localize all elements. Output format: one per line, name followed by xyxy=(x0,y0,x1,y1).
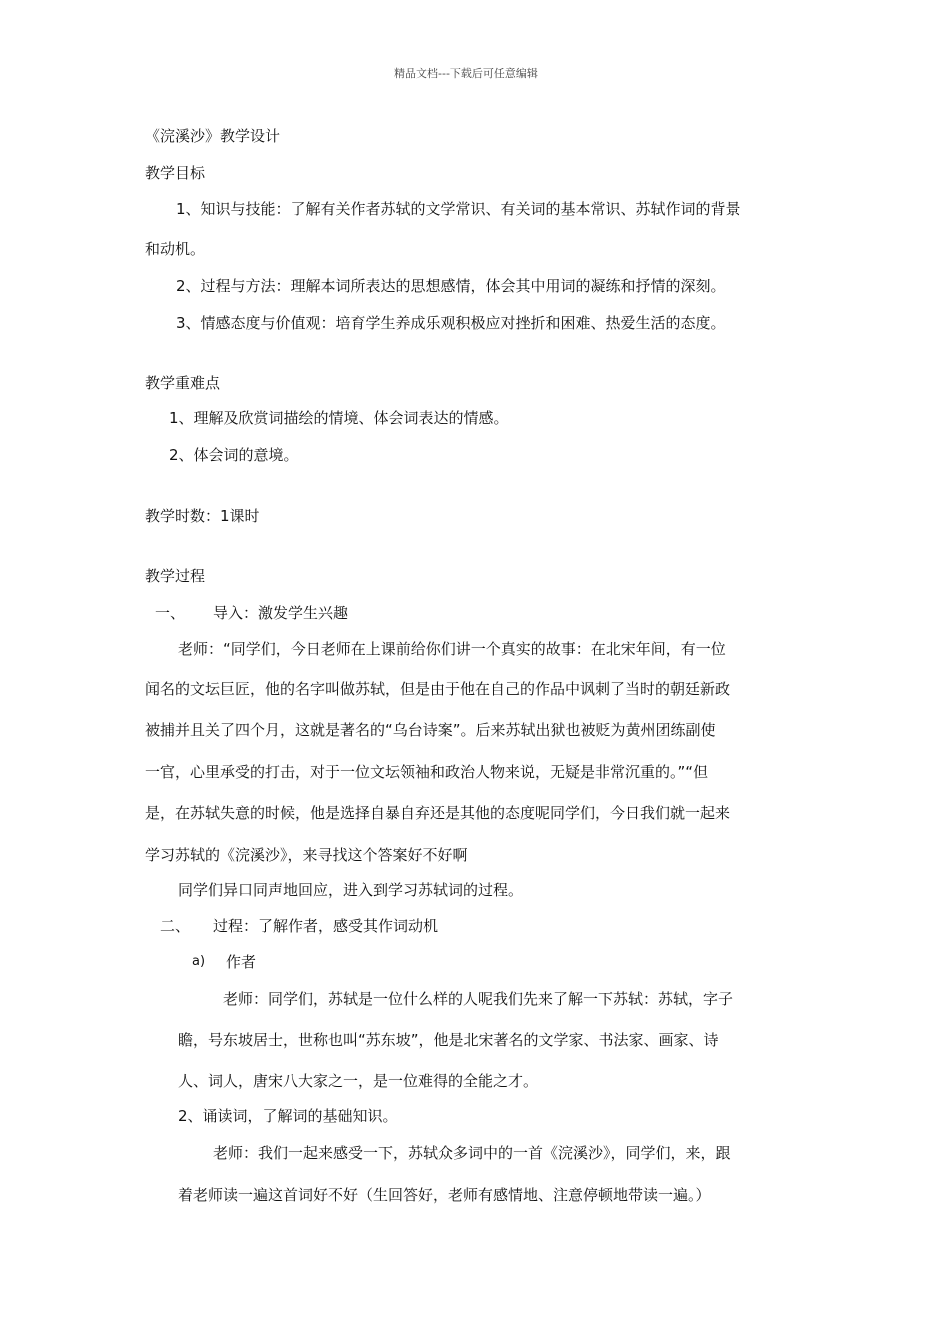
subsection-2-title: 2、诵读词，了解词的基础知识。 xyxy=(178,1107,398,1125)
section-1-para-line: 一官，心里承受的打击，对于一位文坛领袖和政治人物来说，无疑是非常沉重的。”“但 xyxy=(145,763,709,781)
subsection-a-para-line: 人、词人，唐宋八大家之一，是一位难得的全能之才。 xyxy=(178,1072,539,1090)
goal-item-2: 2、过程与方法：理解本词所表达的思想感情，体会其中用词的凝练和抒情的深刻。 xyxy=(176,277,726,295)
subsection-a-title: 作者 xyxy=(226,953,257,971)
subsection-a-para-line: 瞻，号东坡居士，世称也叫“苏东坡”，他是北宋著名的文学家、书法家、画家、诗 xyxy=(178,1031,719,1049)
teaching-hours: 教学时数：1课时 xyxy=(145,507,260,525)
subsection-2-para-line: 着老师读一遍这首词好不好（生回答好，老师有感情地、注意停顿地带读一遍。） xyxy=(178,1186,711,1204)
section-1-para-line: 被捕并且关了四个月，这就是著名的“乌台诗案”。后来苏轼出狱也被贬为黄州团练副使 xyxy=(145,721,716,739)
section-1-number: 一、 xyxy=(155,604,186,622)
key-points-heading: 教学重难点 xyxy=(145,374,221,392)
section-1-para-line: 学习苏轼的《浣溪沙》，来寻找这个答案好不好啊 xyxy=(145,846,468,864)
section-1-para-2: 同学们异口同声地回应，进入到学习苏轼词的过程。 xyxy=(178,881,524,899)
key-point-1: 1、理解及欣赏词描绘的情境、体会词表达的情感。 xyxy=(169,409,509,427)
section-1-para-line: 是，在苏轼失意的时候，他是选择自暴自弃还是其他的态度呢同学们，今日我们就一起来 xyxy=(145,804,731,822)
goals-heading: 教学目标 xyxy=(145,164,206,182)
process-heading: 教学过程 xyxy=(145,567,206,585)
subsection-a-label: a) xyxy=(192,954,206,969)
section-1-para-line: 闻名的文坛巨匠，他的名字叫做苏轼，但是由于他在自己的作品中讽刺了当时的朝廷新政 xyxy=(145,680,731,698)
key-point-2: 2、体会词的意境。 xyxy=(169,446,299,464)
subsection-a-para-line: 老师：同学们，苏轼是一位什么样的人呢我们先来了解一下苏轼：苏轼，字子 xyxy=(223,990,734,1008)
section-2-title: 过程：了解作者，感受其作词动机 xyxy=(213,917,439,935)
subsection-2-para-line: 老师：我们一起来感受一下，苏轼众多词中的一首《浣溪沙》，同学们，来，跟 xyxy=(213,1144,731,1162)
document-title: 《浣溪沙》教学设计 xyxy=(145,127,281,145)
page-header: 精品文档---下载后可任意编辑 xyxy=(394,67,538,80)
section-1-title: 导入：激发学生兴趣 xyxy=(213,604,349,622)
goal-item-1-cont: 和动机。 xyxy=(145,240,206,258)
section-1-para-line: 老师：“同学们，今日老师在上课前给你们讲一个真实的故事：在北宋年间，有一位 xyxy=(178,640,726,658)
goal-item-3: 3、情感态度与价值观：培育学生养成乐观积极应对挫折和困难、热爱生活的态度。 xyxy=(176,314,726,332)
goal-item-1: 1、知识与技能：了解有关作者苏轼的文学常识、有关词的基本常识、苏轼作词的背景 xyxy=(176,200,741,218)
section-2-number: 二、 xyxy=(160,917,191,935)
